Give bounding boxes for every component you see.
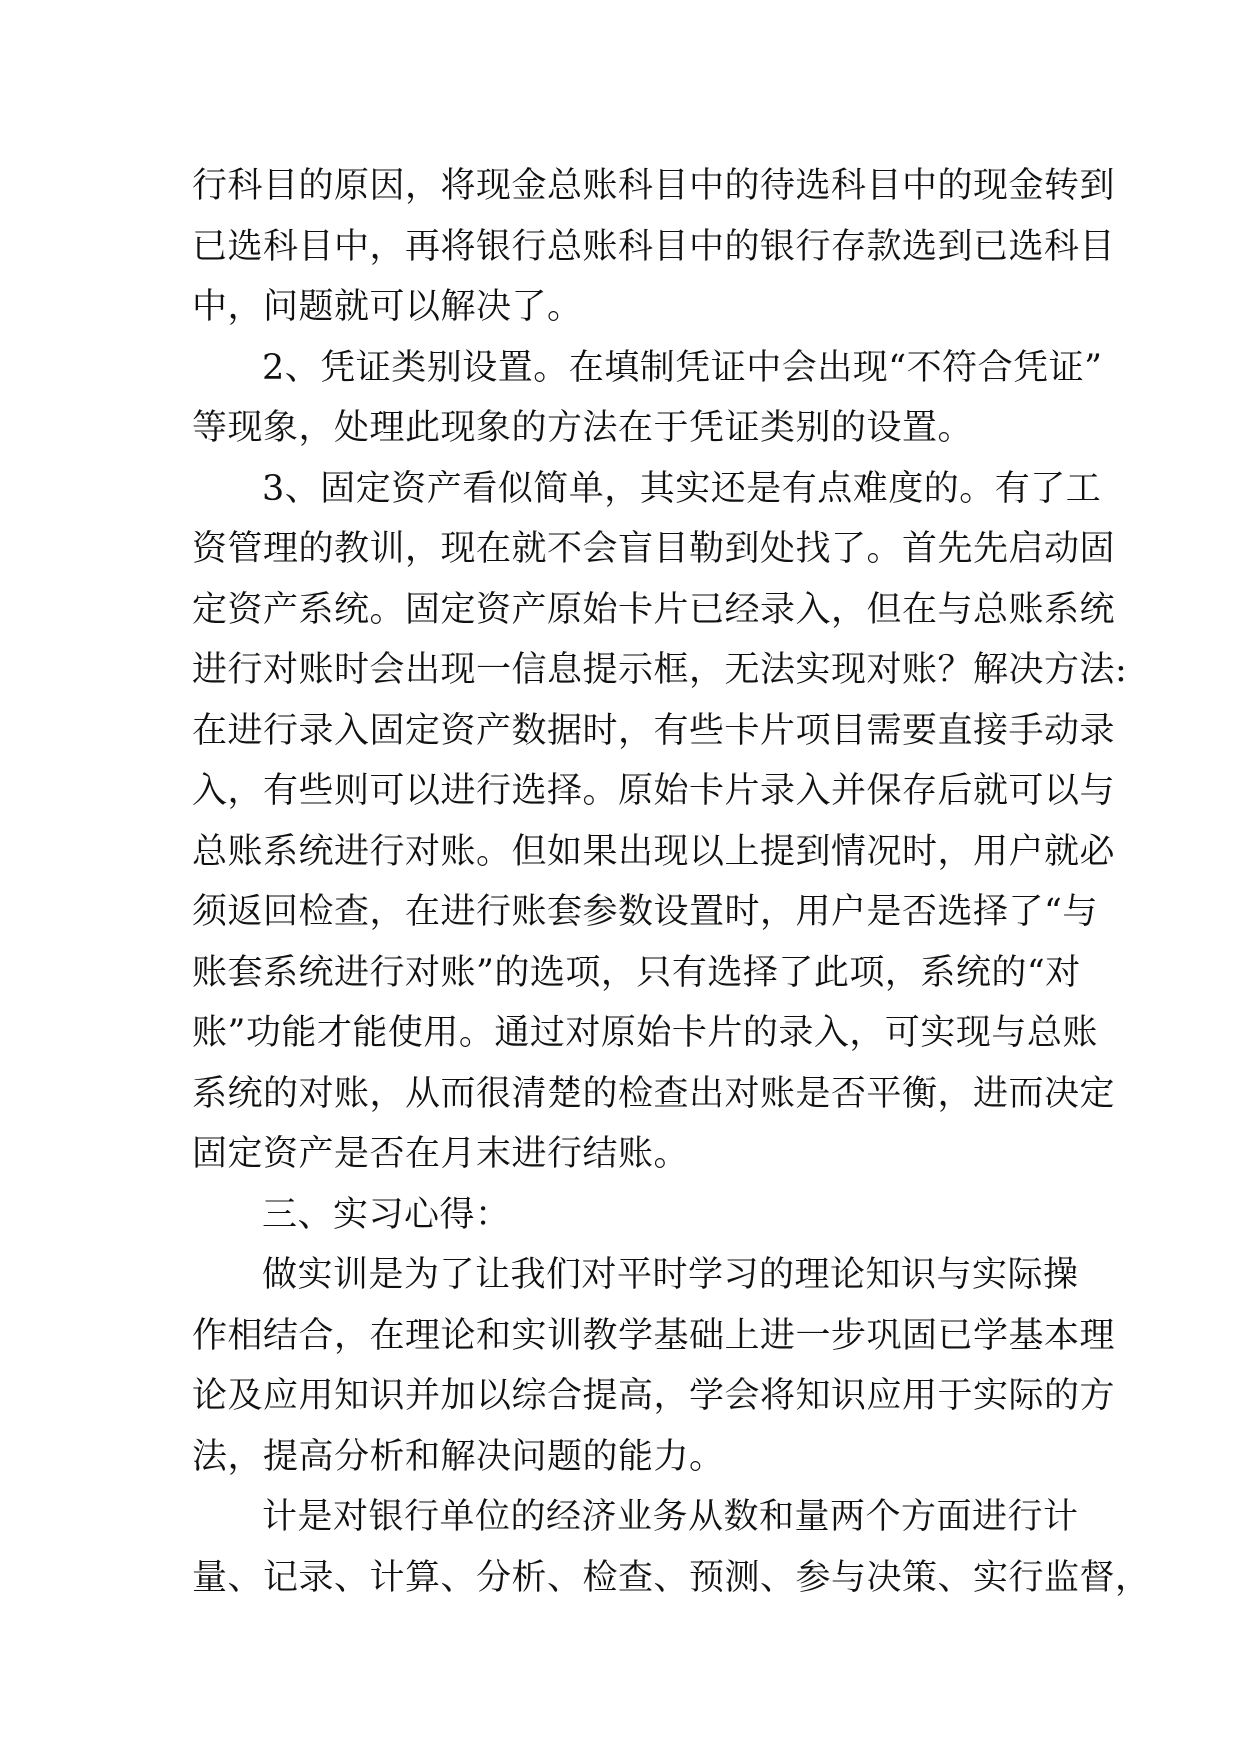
text-line: 定资产系统。固定资产原始卡片已经录入，但在与总账系统 bbox=[192, 589, 1116, 630]
text-line: 账”功能才能使用。通过对原始卡片的录入，可实现与总账 bbox=[192, 1013, 1098, 1053]
text-line: 2、凭证类别设置。在填制凭证中会出现“不符合凭证” bbox=[262, 347, 1103, 388]
text-line: 论及应用知识并加以综合提高，学会将知识应用于实际的方 bbox=[192, 1376, 1116, 1416]
text-line: 做实训是为了让我们对平时学习的理论知识与实际操 bbox=[262, 1255, 1079, 1295]
text-line: 中，问题就可以解决了。 bbox=[192, 287, 583, 327]
text-line: 量、记录、计算、分析、检查、预测、参与决策、实行监督， bbox=[192, 1557, 1151, 1598]
text-line: 法，提高分析和解决问题的能力。 bbox=[192, 1436, 725, 1477]
text-line: 等现象，处理此现象的方法在于凭证类别的设置。 bbox=[192, 408, 974, 448]
text-line: 行科目的原因，将现金总账科目中的待选科目中的现金转到 bbox=[192, 166, 1116, 206]
text-line: 计是对银行单位的经济业务从数和量两个方面进行计 bbox=[262, 1497, 1079, 1537]
text-line: 已选科目中，再将银行总账科目中的银行存款选到已选科目 bbox=[192, 226, 1116, 267]
text-line: 入，有些则可以进行选择。原始卡片录入并保存后就可以与 bbox=[192, 771, 1116, 811]
text-line: 3、固定资产看似简单，其实还是有点难度的。有了工 bbox=[262, 468, 1102, 509]
text-line: 总账系统进行对账。但如果出现以上提到情况时，用户就必 bbox=[192, 831, 1116, 872]
text-line: 账套系统进行对账”的选项，只有选择了此项，系统的“对 bbox=[192, 952, 1081, 993]
text-line: 固定资产是否在月末进行结账。 bbox=[192, 1134, 690, 1174]
text-line: 须返回检查，在进行账套参数设置时，用户是否选择了“与 bbox=[192, 892, 1098, 932]
body-text bbox=[192, 156, 1151, 1608]
section-heading: 三、实习心得： bbox=[262, 1194, 511, 1235]
text-line: 在进行录入固定资产数据时，有些卡片项目需要直接手动录 bbox=[192, 710, 1116, 751]
text-line: 作相结合，在理论和实训教学基础上进一步巩固已学基本理 bbox=[192, 1315, 1116, 1356]
text-line: 资管理的教训，现在就不会盲目勒到处找了。首先先启动固 bbox=[192, 529, 1116, 569]
text-line: 进行对账时会出现一信息提示框，无法实现对账？解决方法: bbox=[192, 650, 1128, 690]
text-line: 系统的对账，从而很清楚的检查出对账是否平衡，进而决定 bbox=[192, 1073, 1116, 1114]
